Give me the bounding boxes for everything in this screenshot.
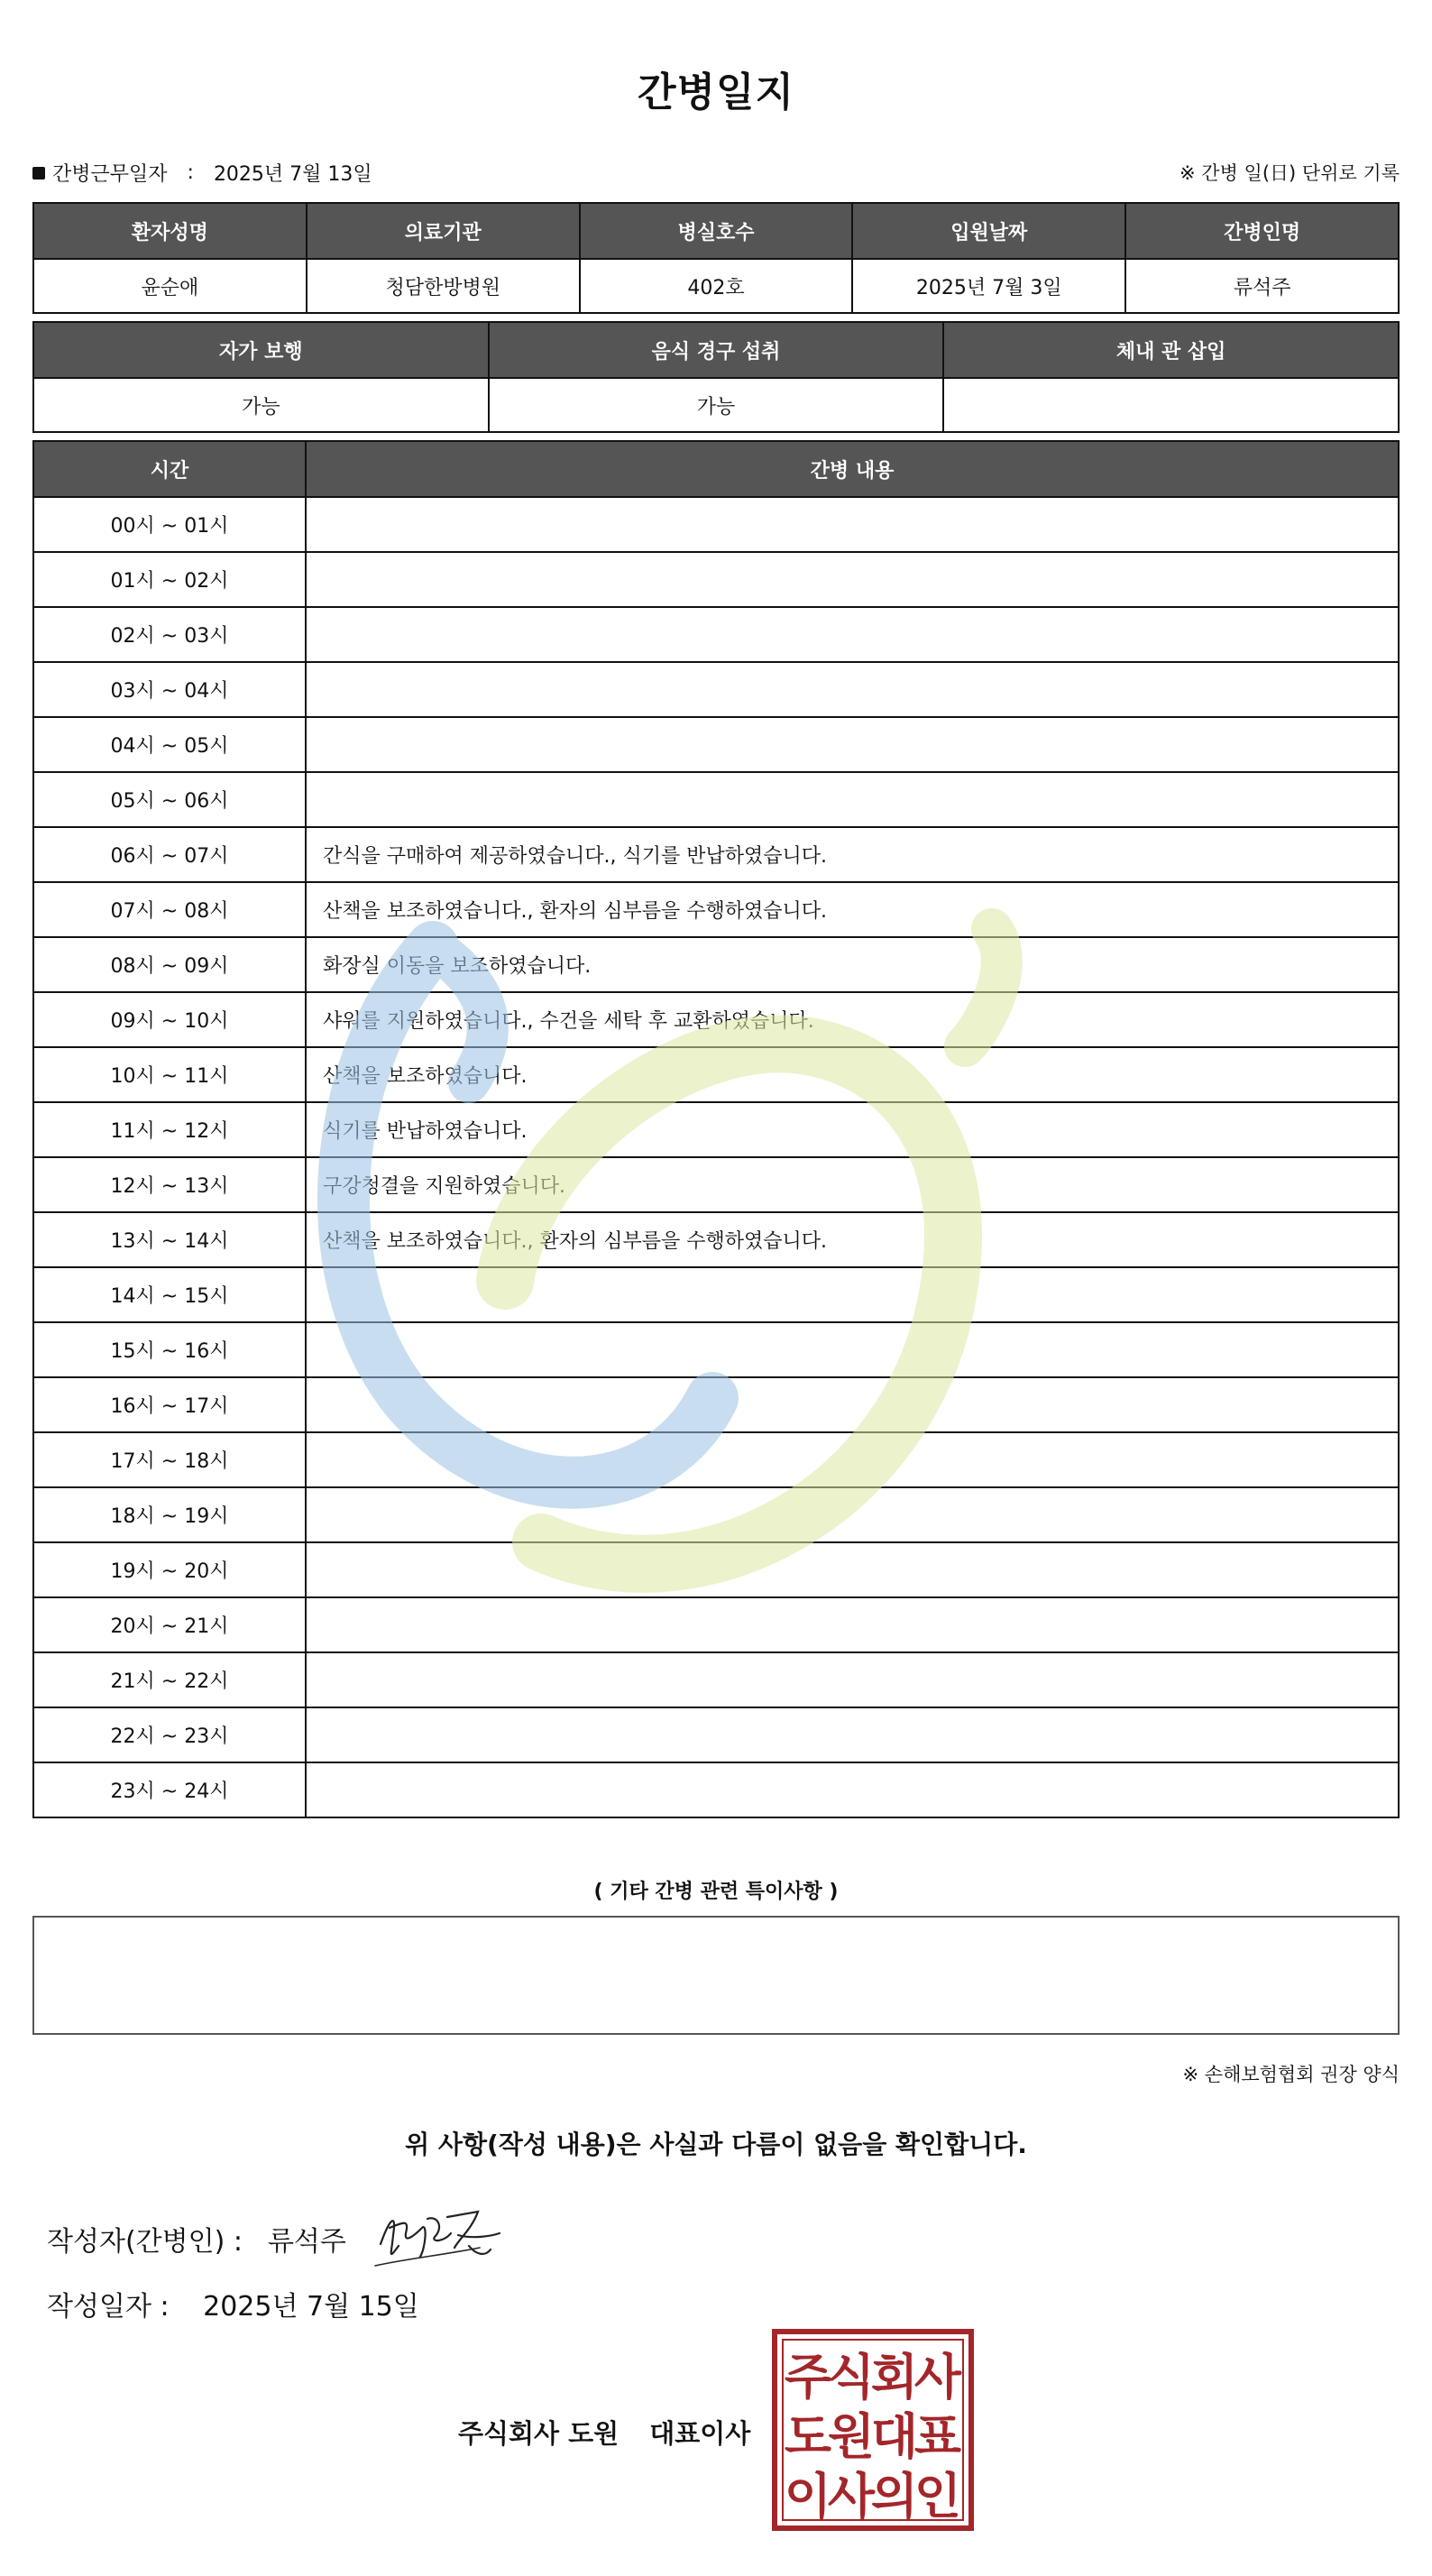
care-log-time: 16시 ~ 17시 (33, 1377, 306, 1432)
header-oral-intake: 음식 경구 섭취 (489, 322, 944, 378)
care-log-time: 18시 ~ 19시 (33, 1487, 306, 1542)
care-log-content: 간식을 구매하여 제공하였습니다., 식기를 반납하였습니다. (306, 827, 1399, 882)
seal-character: 회 (870, 2349, 919, 2406)
care-log-row (33, 1652, 1399, 1707)
care-log-time: 06시 ~ 07시 (33, 827, 306, 882)
header-caregiver-name: 간병인명 (1125, 203, 1399, 259)
care-log-time: 02시 ~ 03시 (33, 607, 306, 662)
care-log-time: 01시 ~ 02시 (33, 552, 306, 607)
special-notes-box (32, 1916, 1400, 2035)
care-log-row (33, 1377, 1399, 1432)
patient-info-header-row (33, 203, 1399, 259)
written-date-value: 2025년 7월 15일 (203, 2291, 419, 2323)
seal-character: 대 (870, 2408, 919, 2465)
care-log-row (33, 552, 1399, 607)
care-log-row (33, 1762, 1399, 1817)
care-log-content (306, 717, 1399, 772)
header-hospital: 의료기관 (307, 203, 580, 259)
tube-insertion-value (943, 378, 1399, 432)
care-log-content: 식기를 반납하였습니다. (306, 1102, 1399, 1157)
care-log-content (306, 1707, 1399, 1762)
care-log-table (32, 440, 1400, 1818)
care-log-row (33, 1047, 1399, 1102)
care-log-content (306, 1322, 1399, 1377)
patient-status-table (32, 321, 1400, 433)
care-log-content (306, 1432, 1399, 1487)
care-log-content: 산책을 보조하였습니다., 환자의 심부름을 수행하였습니다. (306, 1212, 1399, 1267)
care-log-row (33, 1542, 1399, 1597)
author-name: 류석주 (267, 2226, 346, 2258)
care-log-row (33, 662, 1399, 717)
care-log-time: 14시 ~ 15시 (33, 1267, 306, 1322)
seal-character: 도 (784, 2408, 832, 2465)
care-log-time: 21시 ~ 22시 (33, 1652, 306, 1707)
patient-info-value-row (33, 259, 1399, 313)
header-tube-insertion: 체내 관 삽입 (943, 322, 1399, 378)
caregiver-name: 류석주 (1125, 259, 1399, 313)
care-log-content (306, 772, 1399, 827)
care-log-row (33, 882, 1399, 937)
author-line (47, 2219, 346, 2259)
header-patient-name: 환자성명 (33, 203, 307, 259)
care-log-row (33, 1102, 1399, 1157)
care-log-content (306, 1542, 1399, 1597)
care-log-content (306, 1267, 1399, 1322)
header-care-content: 간병 내용 (306, 441, 1399, 497)
care-log-time: 09시 ~ 10시 (33, 992, 306, 1047)
care-log-row (33, 1487, 1399, 1542)
author-label: 작성자(간병인) : (47, 2226, 243, 2258)
care-log-time: 11시 ~ 12시 (33, 1102, 306, 1157)
care-log-time: 15시 ~ 16시 (33, 1322, 306, 1377)
company-title: 대표이사 (649, 2418, 751, 2449)
care-log-time: 04시 ~ 05시 (33, 717, 306, 772)
care-log-content: 구강청결을 지원하였습니다. (306, 1157, 1399, 1212)
hospital-name: 청담한방병원 (307, 259, 580, 313)
written-date-line (47, 2284, 419, 2323)
seal-character: 식 (827, 2349, 876, 2406)
company-signature-line (458, 2414, 750, 2451)
admission-date: 2025년 7월 3일 (852, 259, 1125, 313)
care-log-content (306, 1652, 1399, 1707)
work-date-line (32, 159, 372, 187)
seal-character: 이 (784, 2468, 832, 2525)
care-log-time: 13시 ~ 14시 (33, 1212, 306, 1267)
care-log-header-row (33, 441, 1399, 497)
seal-character: 의 (870, 2468, 919, 2525)
care-log-content (306, 1762, 1399, 1817)
seal-character: 사 (827, 2468, 876, 2525)
care-log-row (33, 772, 1399, 827)
seal-character: 인 (913, 2468, 962, 2525)
care-log-row (33, 827, 1399, 882)
care-log-time: 00시 ~ 01시 (33, 497, 306, 552)
care-log-time: 12시 ~ 13시 (33, 1157, 306, 1212)
care-log-row (33, 1267, 1399, 1322)
work-date-value: 2025년 7월 13일 (213, 163, 372, 186)
care-log-time: 19시 ~ 20시 (33, 1542, 306, 1597)
care-log-row (33, 607, 1399, 662)
bullet-icon (32, 167, 45, 179)
header-time: 시간 (33, 441, 306, 497)
care-log-content (306, 1377, 1399, 1432)
care-log-time: 17시 ~ 18시 (33, 1432, 306, 1487)
header-room: 병실호수 (580, 203, 853, 259)
care-log-content: 샤워를 지원하였습니다., 수건을 세탁 후 교환하였습니다. (306, 992, 1399, 1047)
care-log-body (33, 497, 1399, 1817)
care-log-row (33, 497, 1399, 552)
care-log-time: 22시 ~ 23시 (33, 1707, 306, 1762)
care-log-row (33, 1597, 1399, 1652)
care-log-content (306, 607, 1399, 662)
care-log-content (306, 497, 1399, 552)
care-log-time: 07시 ~ 08시 (33, 882, 306, 937)
header-self-walking: 자가 보행 (33, 322, 489, 378)
seal-character: 원 (827, 2408, 876, 2465)
page-title: 간병일지 (637, 69, 794, 115)
oral-intake-value: 가능 (489, 378, 944, 432)
seal-character: 사 (913, 2349, 962, 2406)
care-log-content (306, 662, 1399, 717)
care-log-time: 03시 ~ 04시 (33, 662, 306, 717)
company-name: 주식회사 도원 (458, 2418, 620, 2449)
special-notes-label: ( 기타 간병 관련 특이사항 ) (593, 1881, 839, 1903)
care-log-content: 산책을 보조하였습니다., 환자의 심부름을 수행하였습니다. (306, 882, 1399, 937)
care-log-time: 08시 ~ 09시 (33, 937, 306, 992)
recommended-form-note: ※ 손해보험협회 권장 양식 (1182, 2064, 1400, 2085)
patient-info-table (32, 202, 1400, 314)
patient-name: 윤순애 (33, 259, 307, 313)
care-log-time: 20시 ~ 21시 (33, 1597, 306, 1652)
care-log-row (33, 1432, 1399, 1487)
care-log-row (33, 937, 1399, 992)
care-log-content: 화장실 이동을 보조하였습니다. (306, 937, 1399, 992)
care-log-row (33, 1212, 1399, 1267)
care-log-row (33, 992, 1399, 1047)
written-date-label: 작성일자 : (47, 2291, 170, 2323)
care-log-row (33, 1322, 1399, 1377)
care-log-row (33, 1707, 1399, 1762)
header-admission-date: 입원날짜 (852, 203, 1125, 259)
seal-character: 표 (913, 2408, 962, 2465)
care-log-row (33, 1157, 1399, 1212)
work-date-separator: : (187, 161, 194, 184)
care-log-row (33, 717, 1399, 772)
seal-character: 주 (784, 2349, 832, 2406)
record-unit-note: ※ 간병 일(日) 단위로 기록 (1180, 162, 1400, 184)
care-log-time: 05시 ~ 06시 (33, 772, 306, 827)
care-log-content: 산책을 보조하였습니다. (306, 1047, 1399, 1102)
room-number: 402호 (580, 259, 853, 313)
confirmation-statement: 위 사항(작성 내용)은 사실과 다름이 없음을 확인합니다. (405, 2130, 1027, 2159)
care-log-content (306, 552, 1399, 607)
company-seal-stamp (772, 2329, 974, 2531)
care-log-time: 23시 ~ 24시 (33, 1762, 306, 1817)
care-log-time: 10시 ~ 11시 (33, 1047, 306, 1102)
self-walking-value: 가능 (33, 378, 489, 432)
work-date-label: 간병근무일자 (52, 163, 168, 186)
patient-status-header-row (33, 322, 1399, 378)
handwritten-signature (372, 2192, 516, 2273)
care-log-content (306, 1487, 1399, 1542)
patient-status-value-row (33, 378, 1399, 432)
care-log-content (306, 1597, 1399, 1652)
